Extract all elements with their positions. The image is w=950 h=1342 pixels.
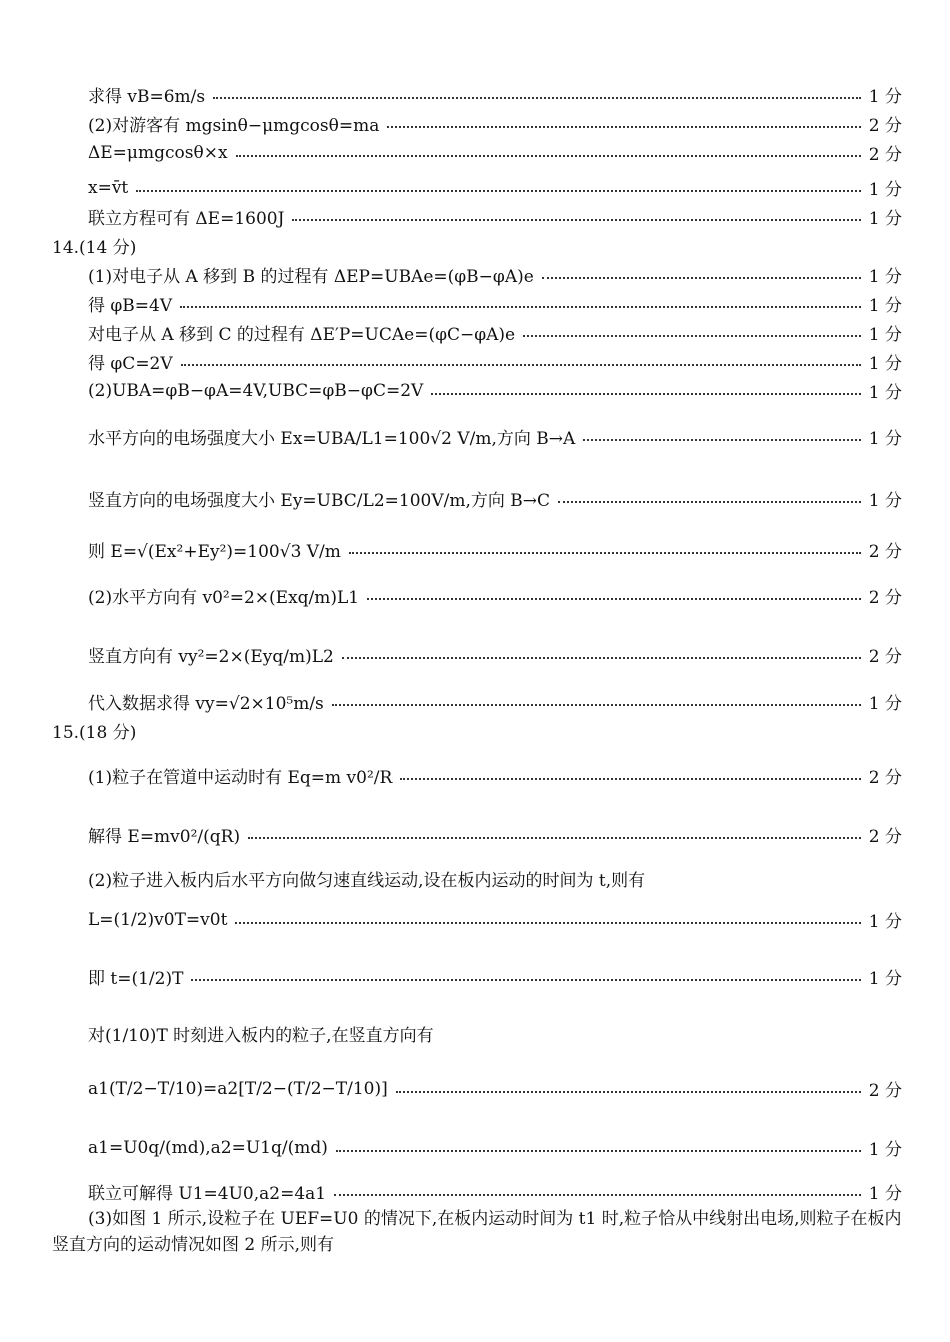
line-2-score: 2 分 <box>868 145 902 165</box>
line-19-score: 2 分 <box>868 827 902 847</box>
line-14-score: 2 分 <box>868 588 902 608</box>
line-12-text: 竖直方向的电场强度大小 Ey=UBC/L2=100V/m,方向 B→C <box>88 491 551 511</box>
line-9-score: 1 分 <box>868 354 902 374</box>
line-4-score: 1 分 <box>868 209 902 229</box>
line-12-score: 1 分 <box>868 491 902 511</box>
line-25-text: a1=U0q/(md),a2=U1q/(md) <box>88 1137 328 1158</box>
line-24-text: a1(T/2−T/10)=a2[T/2−(T/2−T/10)] <box>88 1078 388 1099</box>
line-22 <box>88 964 902 989</box>
line-2 <box>88 140 902 165</box>
line-16 <box>88 689 902 714</box>
line-7-text: 得 φB=4V <box>88 296 173 316</box>
line-18 <box>88 763 902 788</box>
line-1-score: 2 分 <box>868 116 902 136</box>
line-15-text: 竖直方向有 vy²=2×(Eyq/m)L2 <box>88 647 334 667</box>
line-3 <box>88 175 902 200</box>
line-10-score: 1 分 <box>868 383 902 403</box>
line-14-text: (2)水平方向有 v0²=2×(Exq/m)L1 <box>88 588 360 608</box>
line-19-text: 解得 E=mv0²/(qR) <box>88 827 241 847</box>
line-9-text: 得 φC=2V <box>88 354 173 374</box>
line-9 <box>88 349 902 374</box>
line-0 <box>88 82 902 107</box>
line-8-text: 对电子从 A 移到 C 的过程有 ΔE′P=UCAe=(φC−φA)e <box>88 325 516 345</box>
line-23 <box>88 1021 902 1046</box>
line-4 <box>88 204 902 229</box>
paragraph-final: (3)如图 1 所示,设粒子在 UEF=U0 的情况下,在板内运动时间为 t1 时,粒子恰从中线射出电场,则粒子在板内竖直方向的运动情况如图 2 所示,则有 <box>52 1209 902 1255</box>
line-21-score: 1 分 <box>868 912 902 932</box>
line-15 <box>88 642 902 667</box>
line-1 <box>88 111 902 136</box>
line-7 <box>88 291 902 316</box>
line-13 <box>88 537 902 562</box>
line-7-score: 1 分 <box>868 296 902 316</box>
line-10-text: (2)UBA=φB−φA=4V,UBC=φB−φC=2V <box>88 380 424 401</box>
line-26-text: 联立可解得 U1=4U0,a2=4a1 <box>88 1184 327 1204</box>
line-11-text: 水平方向的电场强度大小 Ex=UBA/L1=100√2 V/m,方向 B→A <box>88 429 576 449</box>
line-6-text: (1)对电子从 A 移到 B 的过程有 ΔEP=UBAe=(φB−φA)e <box>88 267 534 287</box>
line-5-text: 14.(14 分) <box>52 238 137 258</box>
line-22-score: 1 分 <box>868 969 902 989</box>
line-19 <box>88 822 902 847</box>
line-5 <box>52 233 902 258</box>
line-26 <box>88 1179 902 1204</box>
line-13-score: 2 分 <box>868 542 902 562</box>
line-18-text: (1)粒子在管道中运动时有 Eq=m v0²/R <box>88 768 393 788</box>
line-4-text: 联立方程可有 ΔE=1600J <box>88 209 285 229</box>
line-6-score: 1 分 <box>868 267 902 287</box>
line-20-text: (2)粒子进入板内后水平方向做匀速直线运动,设在板内运动的时间为 t,则有 <box>88 871 646 891</box>
line-25 <box>88 1135 902 1160</box>
line-17-text: 15.(18 分) <box>52 723 137 743</box>
line-0-text: 求得 vB=6m/s <box>88 87 206 107</box>
line-0-score: 1 分 <box>868 87 902 107</box>
line-25-score: 1 分 <box>868 1140 902 1160</box>
line-2-text: ΔE=μmgcosθ×x <box>88 142 228 163</box>
line-14 <box>88 583 902 608</box>
line-22-text: 即 t=(1/2)T <box>88 969 184 989</box>
line-8-score: 1 分 <box>868 325 902 345</box>
line-3-score: 1 分 <box>868 180 902 200</box>
line-11-score: 1 分 <box>868 429 902 449</box>
line-21 <box>88 907 902 932</box>
line-23-text: 对(1/10)T 时刻进入板内的粒子,在竖直方向有 <box>88 1026 434 1046</box>
line-12 <box>88 486 902 511</box>
line-3-text: x=v̄t <box>88 177 129 198</box>
line-17 <box>52 718 902 743</box>
line-13-text: 则 E=√(Ex²+Ey²)=100√3 V/m <box>88 542 341 562</box>
line-26-score: 1 分 <box>868 1184 902 1204</box>
line-21-text: L=(1/2)v0T=v0t <box>88 909 228 930</box>
line-10 <box>88 378 902 403</box>
line-16-score: 1 分 <box>868 694 902 714</box>
line-16-text: 代入数据求得 vy=√2×10⁵m/s <box>88 694 324 714</box>
line-8 <box>88 320 902 345</box>
line-20 <box>88 866 902 891</box>
line-15-score: 2 分 <box>868 647 902 667</box>
line-6 <box>88 262 902 287</box>
line-11 <box>88 424 902 449</box>
line-24 <box>88 1076 902 1101</box>
line-24-score: 2 分 <box>868 1081 902 1101</box>
line-1-text: (2)对游客有 mgsinθ−μmgcosθ=ma <box>88 116 380 136</box>
line-18-score: 2 分 <box>868 768 902 788</box>
